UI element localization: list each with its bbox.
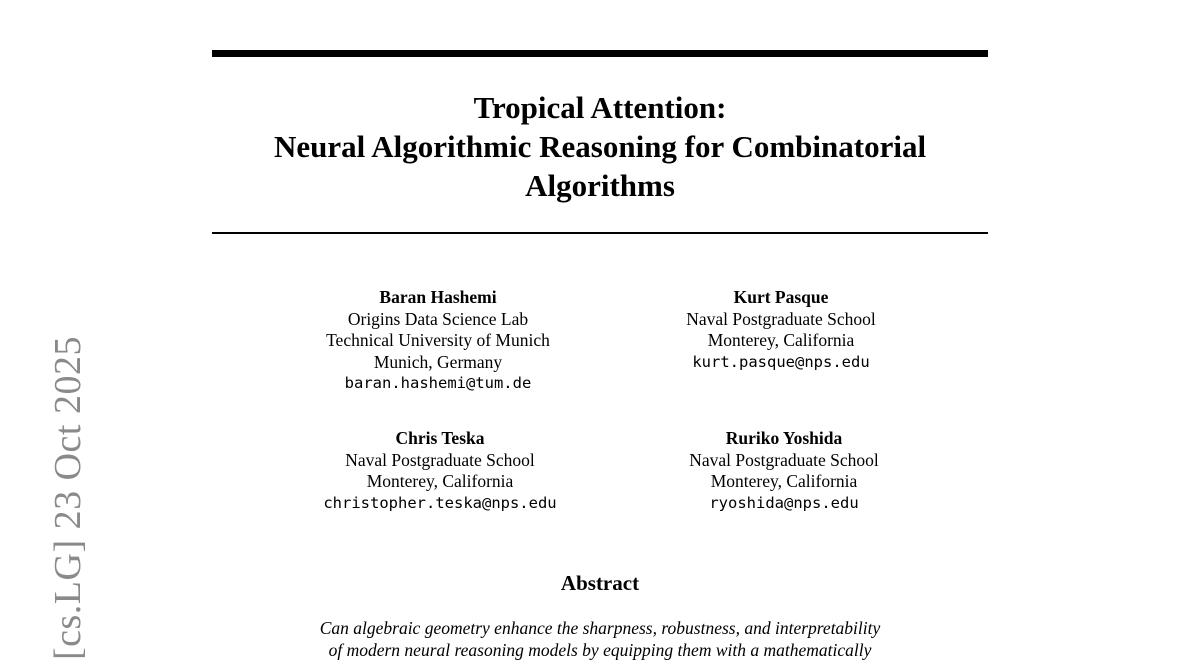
abstract-heading: Abstract [560, 571, 640, 595]
paper-title [212, 88, 988, 205]
author-affiliation: Monterey, California [366, 471, 514, 491]
author-block-1 [288, 287, 588, 395]
title-bottom-rule [212, 232, 988, 234]
author-affiliation: Munich, Germany [373, 351, 503, 372]
author-affiliation: Origins Data Science Lab [347, 308, 529, 329]
abstract-line: of modern neural reasoning models by equipping them with a mathematically [328, 640, 872, 660]
title-top-rule [212, 50, 988, 57]
title-line-2: Neural Algorithmic Reasoning for Combinatorial [273, 129, 927, 164]
title-line-1: Tropical Attention: [473, 90, 727, 125]
author-email: christopher.teska@nps.edu [323, 493, 557, 512]
author-name: Baran Hashemi [379, 287, 497, 307]
author-block-2 [631, 287, 931, 373]
title-line-3: Algorithms [525, 168, 675, 203]
arxiv-stamp: [cs.LG] 23 Oct 2025 [47, 336, 89, 660]
author-name: Kurt Pasque [733, 287, 829, 307]
author-block-3 [290, 428, 590, 514]
author-affiliation: Monterey, California [707, 330, 855, 350]
author-email: baran.hashemi@tum.de [344, 374, 532, 392]
author-name: Chris Teska [395, 428, 485, 448]
author-email: kurt.pasque@nps.edu [692, 352, 870, 371]
author-affiliation: Naval Postgraduate School [686, 308, 876, 329]
author-affiliation: Technical University of Munich [326, 330, 550, 350]
author-affiliation: Naval Postgraduate School [345, 449, 535, 470]
author-email: ryoshida@nps.edu [709, 493, 859, 512]
author-block-4 [634, 428, 934, 514]
abstract-line: Can algebraic geometry enhance the sharpness, robustness, and interpretability [319, 618, 881, 638]
author-name: Ruriko Yoshida [725, 428, 843, 448]
author-affiliation: Monterey, California [710, 471, 858, 491]
abstract-body [260, 617, 940, 661]
author-affiliation: Naval Postgraduate School [689, 449, 879, 470]
